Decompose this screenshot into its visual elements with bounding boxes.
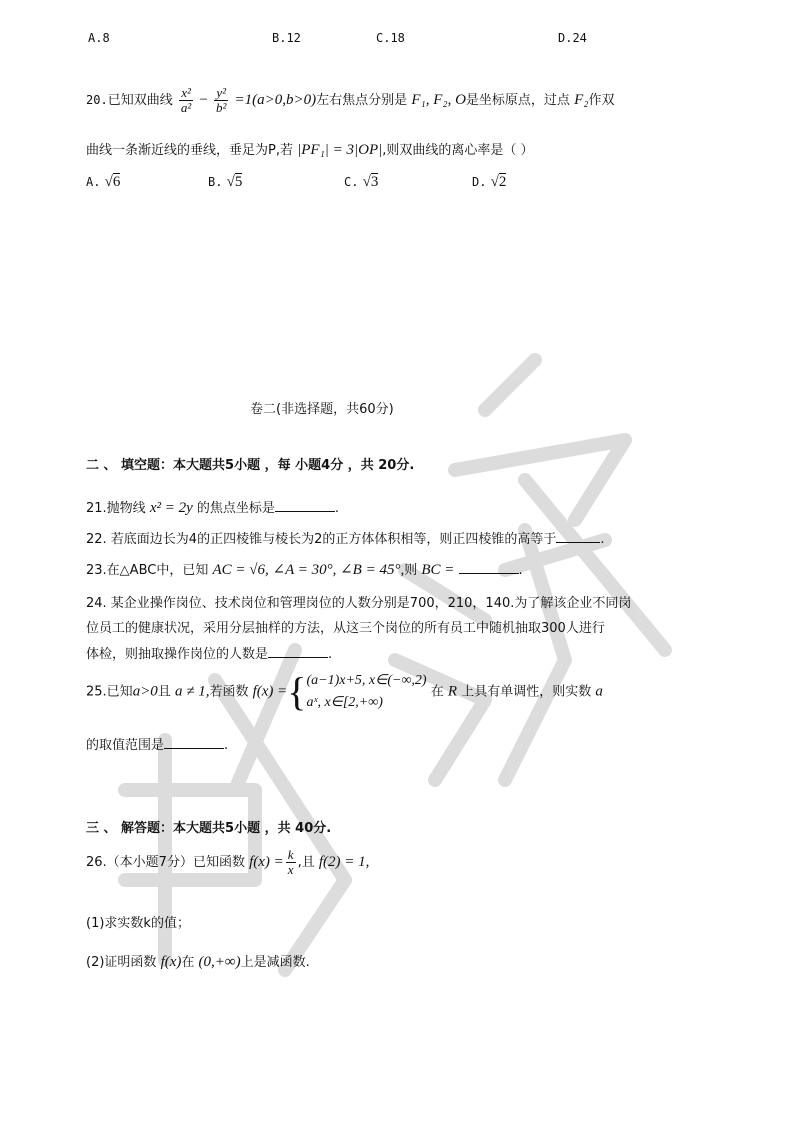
question-21: 21.抛物线 x² = 2y 的焦点坐标是 . [86, 497, 339, 517]
q24-answer-blank [268, 643, 328, 658]
q20-line2-a: 曲线一条渐近线的垂线，垂足为P,若 [86, 143, 293, 158]
q20-line2-eq: |PF₁| = 3|OP| [297, 142, 383, 158]
q19-option-c: C.18 [376, 31, 405, 45]
q25-line2: 的取值范围是 [86, 738, 165, 753]
q26-fx: f(x) = [249, 854, 284, 870]
q25-tail: 在 [430, 684, 444, 700]
q25-lead: 25.已知 [86, 684, 133, 700]
q26-part2-b: 在 [181, 955, 195, 970]
question-25-line2: 的取值范围是 . [86, 734, 228, 753]
q20-frac-y: $\frac{\text{y²}}{\text{b²}}$ [216, 85, 227, 115]
q25-tail2: 上具有单调性，则实数 [461, 684, 592, 700]
q25-if: 若函数 [209, 684, 249, 700]
q20-option-b: B. √5 [208, 174, 243, 190]
q25-case1: (a−1)x+5, x∈(−∞,2) [306, 673, 427, 688]
q26-part2-c: 上是减函数. [240, 955, 310, 970]
q24-line3-wrap: 体检，则抽取操作岗位的人数是 . [86, 643, 332, 662]
q20-condition: =1(a>0,b>0) [234, 92, 317, 108]
question-25-line1 [86, 670, 603, 714]
q20-option-d: D. √2 [472, 174, 507, 190]
q22-text: 22. 若底面边长为4的正四棱锥与棱长为2的正方体体积相等，则正四棱锥的高等于 [86, 532, 557, 547]
question-26 [86, 848, 369, 877]
q24-line3: 体检，则抽取操作岗位的人数是 [86, 647, 269, 662]
q26-den: x [287, 862, 294, 877]
q19-option-d: D.24 [558, 31, 587, 45]
q20-end: 作双 [588, 93, 615, 108]
q20-option-c-value: 3 [370, 174, 379, 190]
q26-num: k [287, 847, 294, 862]
q22-answer-blank [556, 528, 600, 543]
question-20-line1: 20.已知双曲线 $\frac{\text{x²}}{\text{a²}}$ − $\frac{\text{y²}}{\text{b²}}$ =1(a>0,b>0)左右焦点分别是 F₁, F₂, O是坐标原点，过点 F₂作双 [86, 85, 615, 115]
q20-number: 20. [86, 93, 108, 107]
q25-brace: { [287, 669, 307, 714]
q21-text: 21.抛物线 [86, 501, 146, 516]
q26-part1: (1)求实数k的值； [86, 916, 190, 931]
q25-case2: aˣ, x∈[2,+∞) [306, 695, 383, 710]
q24-line2: 位员工的健康状况，采用分层抽样的方法，从这三个岗位的所有员工中随机抽取300人进行 [86, 621, 605, 636]
q20-lead: 已知双曲线 [107, 93, 173, 108]
question-23: 23.在△ABC中，已知 AC = √6, ∠A = 30°, ∠B = 45°,则 BC = . [86, 559, 523, 579]
q20-f2: F₂ [574, 92, 589, 108]
q20-option-a-value: 6 [112, 174, 121, 190]
q26-fraction [286, 848, 296, 877]
q20-option-c-label: C. [344, 175, 359, 189]
q26-part2-interval: (0,+∞) [198, 954, 241, 970]
q26-lead: 26.（本小题7分）已知函数 [86, 855, 245, 870]
q19-option-b: B.12 [272, 31, 301, 45]
q20-option-a: A. √6 [86, 174, 121, 190]
q20-option-a-label: A. [86, 175, 101, 189]
q25-and: 且 [157, 684, 171, 700]
part-3-heading: 三 、 解答题：本大题共5小题 ，共 40分. [86, 821, 332, 836]
q20-foci: F₁, F₂, O [411, 92, 466, 108]
q25-answer-blank [164, 734, 224, 749]
q25-cond1: a>0 [132, 683, 158, 700]
q20-frac-x: $\frac{\text{x²}}{\text{a²}}$ [180, 85, 192, 115]
section-2-title: 卷二(非选择题，共60分) [250, 402, 394, 417]
question-20-line2 [86, 139, 534, 159]
q25-cases [307, 670, 427, 714]
q26-tail: ,且 [297, 855, 315, 870]
q19-option-a: A.8 [88, 31, 110, 45]
q20-option-b-label: B. [208, 175, 223, 189]
q23-math2: BC = [421, 562, 455, 578]
q20-line2-b: ,则双曲线的离心率是（ ） [382, 143, 534, 158]
q20-option-b-value: 5 [234, 174, 243, 190]
q26-part2-fx: f(x) [160, 954, 182, 970]
q26-part2 [86, 951, 310, 971]
q20-mid: 左右焦点分别是 [316, 93, 408, 108]
q26-part2-a: (2)证明函数 [86, 955, 157, 970]
q23-answer-blank [459, 559, 519, 574]
q25-a: a [595, 683, 603, 700]
q23-math: AC = √6, ∠A = 30°, ∠B = 45°, [212, 562, 405, 578]
q25-fx: f(x) = [252, 683, 288, 700]
part-2-heading: 二 、 填空题：本大题共5小题 ，每 小题4分 ，共 20分. [86, 458, 415, 473]
q24-line1: 24. 某企业操作岗位、技术岗位和管理岗位的人数分别是700，210，140.为了解该企业不同岗 [86, 596, 632, 611]
q25-cond2: a ≠ 1, [174, 683, 210, 700]
q23-tail: 则 [404, 563, 418, 578]
q21-tail: 的焦点坐标是 [196, 501, 275, 516]
q20-option-d-label: D. [472, 175, 487, 189]
q21-math: x² = 2y [149, 500, 193, 516]
q23-text: 23.在△ABC中，已知 [86, 563, 209, 578]
q26-cond: f(2) = 1, [318, 854, 370, 870]
q20-option-c: C. √3 [344, 174, 379, 190]
q20-option-d-value: 2 [498, 174, 507, 190]
q21-answer-blank [275, 497, 335, 512]
question-22: 22. 若底面边长为4的正四棱锥与棱长为2的正方体体积相等，则正四棱锥的高等于 . [86, 528, 605, 547]
q20-tail: 是坐标原点，过点 [465, 93, 570, 108]
q25-R: R [447, 683, 458, 700]
